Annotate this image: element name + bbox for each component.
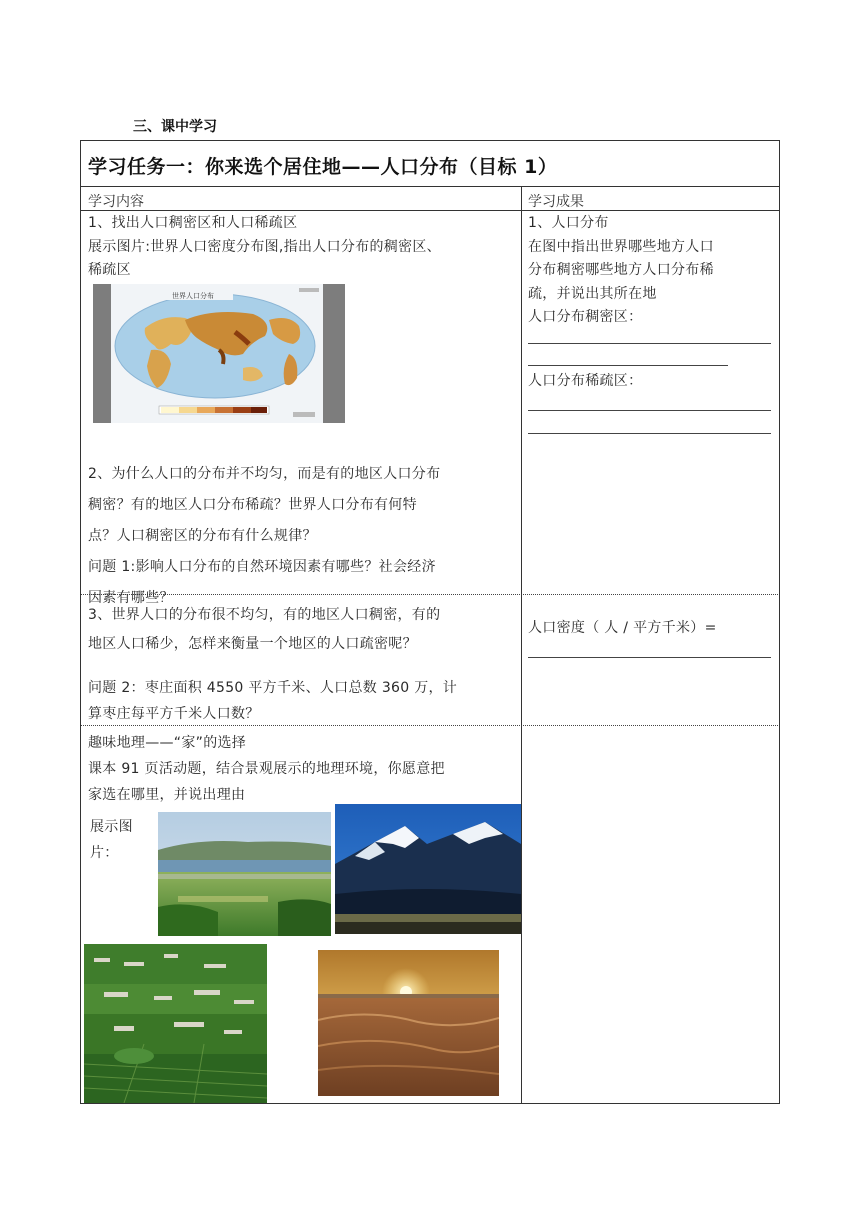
section-heading: 三、课中学习 <box>133 119 217 135</box>
row2-line3: 问题 2：枣庄面积 4550 平方千米、人口总数 360 万，计 <box>88 680 458 696</box>
snow-mountain-photo <box>335 804 521 934</box>
row3-line1: 趣味地理——“家”的选择 <box>88 735 247 751</box>
lake-landscape-photo <box>158 812 331 936</box>
row1-q2-line5: 因素有哪些？ <box>88 590 174 606</box>
row1-heading: 1、找出人口稠密区和人口稀疏区 <box>88 215 298 231</box>
results-line2: 分布稠密哪些地方人口分布稀 <box>528 262 714 279</box>
density-answer-line[interactable] <box>528 657 771 658</box>
row1-q2-line1: 2、为什么人口的分布并不均匀，而是有的地区人口分布 <box>88 466 441 482</box>
desert-sunset-photo <box>318 950 499 1096</box>
sparse-answer-line-2[interactable] <box>528 433 771 434</box>
row2-question <box>88 675 520 727</box>
dense-region-label: 人口分布稠密区： <box>528 309 643 326</box>
row1-q2-line4: 问题 1:影响人口分布的自然环境因素有哪些？社会经济 <box>88 559 436 575</box>
row1-question-block <box>88 459 520 614</box>
sparse-answer-line-1[interactable] <box>528 410 771 411</box>
farmland-village-photo <box>84 944 267 1103</box>
row1-q2-line3: 点？人口稠密区的分布有什么规律？ <box>88 528 317 544</box>
map-title: 世界人口分布 <box>172 292 214 300</box>
row2-line4: 算枣庄每平方千米人口数？ <box>88 706 260 722</box>
show-pictures-label-2: 片： <box>90 845 119 861</box>
row2-line2: 地区人口稀少，怎样来衡量一个地区的人口疏密呢？ <box>88 636 417 652</box>
results-heading: 1、人口分布 <box>528 215 609 231</box>
world-population-map <box>93 284 345 423</box>
show-pictures-label <box>90 814 133 866</box>
dense-answer-line-1[interactable] <box>528 343 771 344</box>
density-formula: 人口密度（ 人 / 平方千米）= <box>528 620 717 636</box>
dense-answer-line-2[interactable] <box>528 365 728 366</box>
row1-q2-line2: 稠密？有的地区人口分布稀疏？世界人口分布有何特 <box>88 497 417 513</box>
sparse-region-label: 人口分布稀疏区： <box>528 373 643 389</box>
results-line1: 在图中指出世界哪些地方人口 <box>528 238 714 255</box>
column-header-results: 学习成果 <box>528 194 584 210</box>
results-line3: 疏，并说出其所在地 <box>528 285 657 302</box>
show-pictures-label-1: 展示图 <box>90 819 133 835</box>
column-header-content: 学习内容 <box>88 194 144 210</box>
row3-left-text <box>88 730 520 808</box>
row3-line3: 家选在哪里，并说出理由 <box>88 787 246 803</box>
row1-right-text <box>528 212 776 330</box>
row2-left-text <box>88 601 520 659</box>
row1-line2: 稀疏区 <box>88 262 131 279</box>
row1-left-text <box>88 212 520 283</box>
row1-line1: 展示图片:世界人口密度分布图,指出人口分布的稠密区、 <box>88 238 441 255</box>
task-title: 学习任务一：你来选个居住地——人口分布（目标 1） <box>88 156 558 178</box>
row3-line2: 课本 91 页活动题，结合景观展示的地理环境，你愿意把 <box>88 761 445 777</box>
row2-line1: 3、世界人口的分布很不均匀，有的地区人口稠密，有的 <box>88 607 441 623</box>
